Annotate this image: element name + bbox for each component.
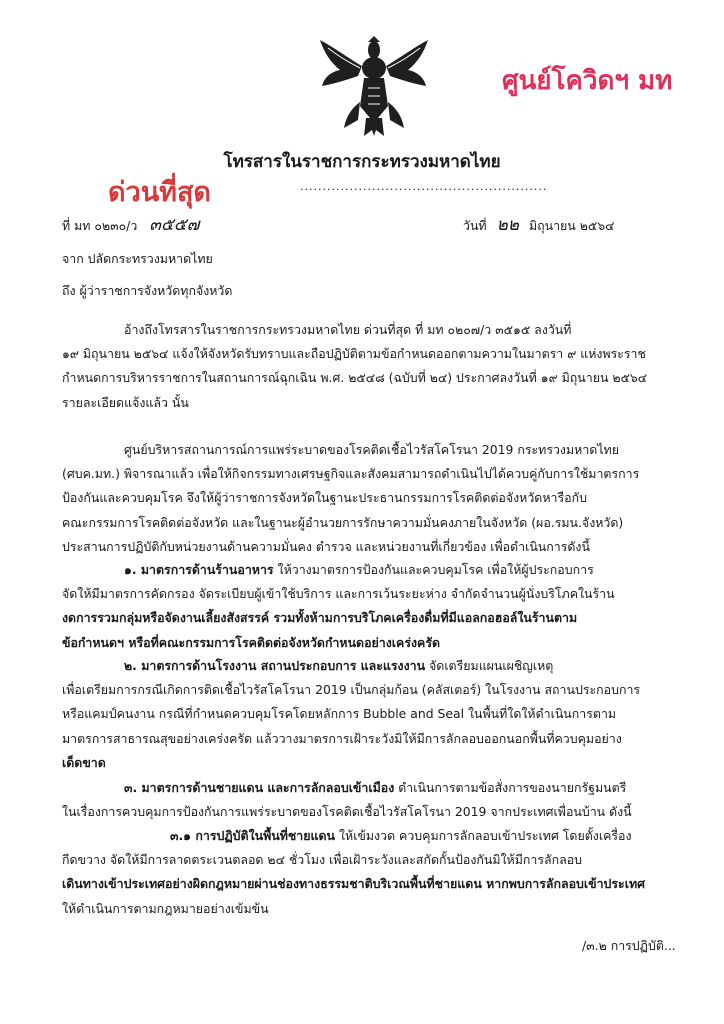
section-restaurants: ๑. มาตรการด้านร้านอาหาร ให้วางมาตรการป้องกันและควบคุมโรค เพื่อให้ผู้ประกอบการ จัดให้มีมาตรการคัดกรอง จัดระเบียบผู้เข้าใช้บริการ และการเว้นระยะห่าง จำกัดจำนวนผู้นั่งบริโภคในร้าน งดการรวมกลุ่มหรือจัดงานเลี้ยงสังสรรค์ รวมทั้งห้ามการบริโภคเครื่องดื่มที่มีแอลกอฮอล์ในร้านตาม ข้อกำหนดฯ หรือที่คณะกรรมการโรคติดต่อจังหวัดกำหนดอย่างเคร่งครัด [62, 562, 615, 650]
to-line: ถึง ผู้ว่าราชการจังหวัดทุกจังหวัด [62, 283, 233, 298]
document-number-row [62, 214, 199, 237]
garuda-emblem-icon [318, 36, 430, 138]
document-number-handwritten: ๓๕๕๗ [149, 215, 200, 235]
section-1-title: ๑. มาตรการด้านร้านอาหาร [124, 562, 274, 577]
date-row [463, 214, 615, 237]
date-label: วันที่ [463, 218, 487, 233]
document-heading: โทรสารในราชการกระทรวงมหาดไทย [223, 152, 501, 172]
section-factories: ๒. มาตรการด้านโรงงาน สถานประกอบการ และแรงงาน จัดเตรียมแผนเผชิญเหตุ เพื่อเตรียมการกรณีเกิดการติดเชื้อไวรัสโคโรนา 2019 เป็นกลุ่มก้อน (คลัสเตอร์) ในโรงงาน สถานประกอบการ หรือแคมป์คนงาน กรณีที่กำหนดควบคุมโรคโดยหลักการ Bubble and Seal ในพื้นที่ใดให้ดำเนินการตาม มาตรการสาธารณสุขอย่างเคร่งครัด แล้ววางมาตรการเฝ้าระวังมิให้มีการลักลอบออกนอกพื้นที่ควบคุมอย่าง เด็ดขาด [62, 658, 641, 770]
covid-center-stamp: ศูนย์โควิดฯ มท [502, 66, 673, 96]
section-border-area: ๓.๑ การปฏิบัติในพื้นที่ชายแดน ให้เข้มงวด ควบคุมการลักลอบเข้าประเทศ โดยตั้งเครื่อง กีดขวาง จัดให้มีการลาดตระเวนตลอด ๒๔ ชั่วโมง เพื่อเฝ้าระวังและสกัดกั้นป้องกันมิให้มีการลักลอบ เดินทางเข้าประเทศอย่างผิดกฎหมายผ่านช่องทางธรรมชาติบริเวณพื้นที่ชายแดน หากพบการลักลอบเข้าประเทศ ให้ดำเนินการตามกฎหมายอย่างเข้มข้น [62, 828, 645, 916]
section-3-title: ๓. มาตรการด้านชายแดน และการลักลอบเข้าเมือง [124, 780, 395, 795]
document-number: ที่ มท ๐๒๓๐/ว [62, 218, 138, 233]
continuation-note: /๓.๒ การปฏิบัติ... [582, 938, 676, 953]
section-2-title: ๒. มาตรการด้านโรงงาน สถานประกอบการ และแรงงาน [124, 658, 426, 673]
paragraph-consideration: ศูนย์บริหารสถานการณ์การแพร่ระบาดของโรคติดเชื้อไวรัสโคโรนา 2019 กระทรวงมหาดไทย (ศบค.มท.) พิจารณาแล้ว เพื่อให้กิจกรรมทางเศรษฐกิจและสังคมสามารถดำเนินไปได้ควบคู่กับการใช้มาตรการ ป้องกันและควบคุมโรค จึงให้ผู้ว่าราชการจังหวัดในฐานะประธานกรรมการโรคติดต่อจังหวัดหารือกับ คณะกรรมการโรคติดต่อจังหวัด และในฐานะผู้อำนวยการรักษาความมั่นคงภายในจังหวัด (ผอ.รมน.จังหวัด) ประสานการปฏิบัติกับหน่วยงานด้านความมั่นคง ตำรวจ และหน่วยงานที่เกี่ยวข้อง เพื่อดำเนินการดังนี้ [62, 442, 640, 554]
paragraph-reference: อ้างถึงโทรสารในราชการกระทรวงมหาดไทย ด่วนที่สุด ที่ มท ๐๒๐๗/ว ๓๕๑๕ ลงวันที่ ๑๙ มิถุนายน ๒๕๖๔ แจ้งให้จังหวัดรับทราบและถือปฏิบัติตามข้อกำหนดออกตามความในมาตรา ๙ แห่งพระราช กำหนดการบริหารราชการในสถานการณ์ฉุกเฉิน พ.ศ. ๒๕๔๘ (ฉบับที่ ๒๔) ประกาศลงวันที่ ๑๙ มิถุนายน ๒๕๖๔ รายละเอียดแจ้งแล้ว นั้น [62, 322, 648, 410]
from-line: จาก ปลัดกระทรวงมหาดไทย [62, 251, 213, 266]
heading-dotted-line: ....................................................... [300, 180, 548, 193]
section-3-1-title: ๓.๑ การปฏิบัติในพื้นที่ชายแดน [170, 828, 336, 843]
section-border: ๓. มาตรการด้านชายแดน และการลักลอบเข้าเมือง ดำเนินการตามข้อสั่งการของนายกรัฐมนตรี ในเรื่องการควบคุมการป้องกันการแพร่ระบาดของโรคติดเชื้อไวรัสโคโรนา 2019 จากประเทศเพื่อนบ้าน ดังนี้ [62, 780, 632, 820]
date-month-year: มิถุนายน ๒๕๖๔ [528, 218, 615, 233]
urgent-stamp: ด่วนที่สุด [108, 177, 211, 208]
date-day-handwritten: ๒๒ [496, 215, 519, 235]
